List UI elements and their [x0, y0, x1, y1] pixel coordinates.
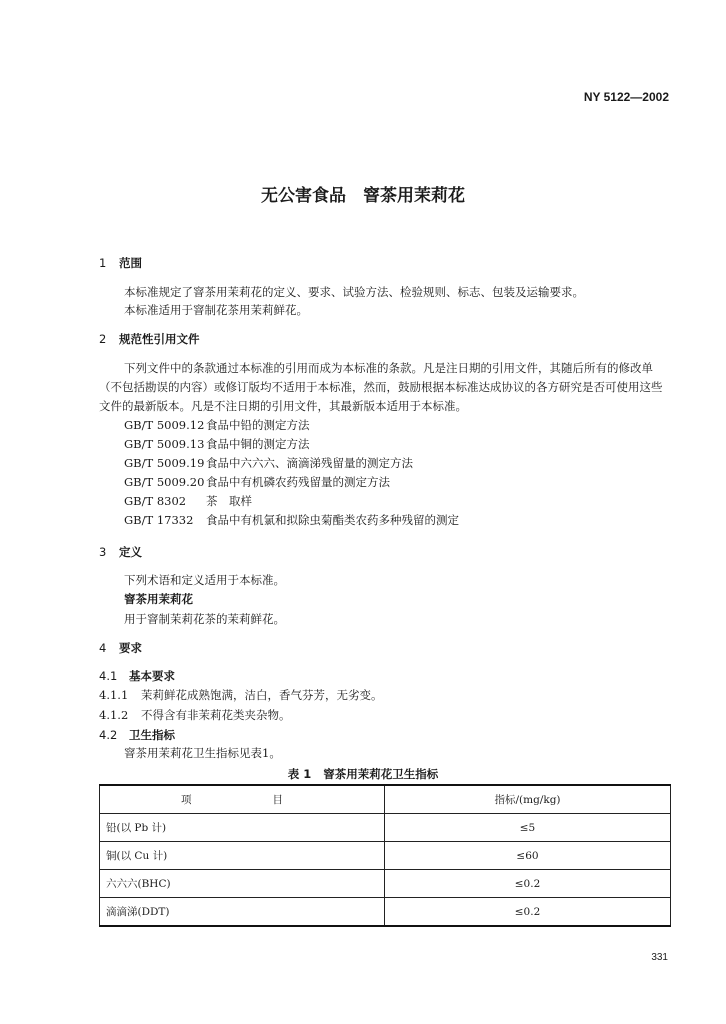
subsection-4-2-text: 窨茶用茉莉花卫生指标见表1。: [124, 746, 281, 760]
section-number: 2: [99, 332, 107, 346]
reference-title: 食品中铅的测定方法: [206, 418, 310, 432]
table-cell-limit: ≤0.2: [385, 870, 671, 898]
section-title: 定义: [119, 545, 142, 559]
section-number: 4: [99, 641, 107, 655]
reference-title: 食品中六六六、滴滴涕残留量的测定方法: [206, 456, 413, 470]
subsection-number: 4.1: [99, 669, 118, 683]
table-cell-limit: ≤60: [385, 842, 671, 870]
subsection-4-2-heading: [99, 727, 175, 743]
clause-4-1-2: [99, 706, 291, 725]
table-cell-item: 六六六(BHC): [100, 870, 385, 898]
clause-text: 不得含有非茉莉花类夹杂物。: [141, 708, 291, 722]
table-cell-item: 铜(以 Cu 计): [100, 842, 385, 870]
table-title: 窨茶用茉莉花卫生指标: [323, 767, 439, 781]
reference-code: GB/T 8302: [124, 494, 187, 508]
table-header-limit: 指标/(mg/kg): [385, 785, 671, 814]
table-row: [100, 898, 671, 927]
table-row: [100, 870, 671, 898]
section-1-heading: [99, 255, 142, 271]
clause-number: 4.1.1: [99, 688, 129, 702]
section-2-heading: [99, 331, 200, 347]
document-title: 无公害食品 窨茶用茉莉花: [261, 186, 465, 206]
section-title: 范围: [119, 256, 142, 270]
section-1-paragraph-2: 本标准适用于窨制花茶用茉莉鲜花。: [124, 303, 308, 317]
section-number: 3: [99, 545, 107, 559]
page-number: 331: [651, 952, 668, 963]
reference-title: 食品中铜的测定方法: [206, 437, 310, 451]
section-3-heading: [99, 544, 142, 560]
table-caption: [0, 766, 726, 782]
reference-item: [124, 511, 459, 530]
section-title: 要求: [119, 641, 142, 655]
reference-code: GB/T 5009.19: [124, 456, 205, 470]
section-number: 1: [99, 256, 107, 270]
reference-item: [124, 492, 252, 511]
table-row: [100, 814, 671, 842]
reference-title: 食品中有机磷农药残留量的测定方法: [206, 475, 390, 489]
reference-code: GB/T 5009.20: [124, 475, 205, 489]
term: 窨茶用茉莉花: [124, 592, 193, 606]
reference-code: GB/T 5009.12: [124, 418, 205, 432]
subsection-number: 4.2: [99, 728, 118, 742]
clause-4-1-1: [99, 686, 383, 705]
reference-item: [124, 454, 413, 473]
table-row: [100, 842, 671, 870]
section-2-intro-text: 下列文件中的条款通过本标准的引用而成为本标准的条款。凡是注日期的引用文件，其随后所有的修改单（不包括勘误的内容）或修订版均不适用于本标准，然而，鼓励根据本标准达成协议的各方研究是否可使用这些文件的最新版本。凡是不注日期的引用文件，其最新版本适用于本标准。: [99, 361, 663, 413]
reference-item: [124, 435, 310, 454]
table-number: 表 1: [287, 767, 312, 781]
table-header-row: [100, 785, 671, 814]
section-3-intro: 下列术语和定义适用于本标准。: [124, 573, 285, 587]
reference-code: GB/T 5009.13: [124, 437, 205, 451]
table-cell-item: 滴滴涕(DDT): [100, 898, 385, 927]
clause-number: 4.1.2: [99, 708, 129, 722]
reference-item: [124, 473, 390, 492]
table-cell-limit: ≤0.2: [385, 898, 671, 927]
subsection-title: 卫生指标: [129, 728, 175, 742]
reference-title: 食品中有机氯和拟除虫菊酯类农药多种残留的测定: [206, 513, 459, 527]
section-title: 规范性引用文件: [119, 332, 200, 346]
clause-text: 茉莉鲜花成熟饱满，洁白，香气芬芳，无劣变。: [141, 688, 383, 702]
reference-item: [124, 416, 310, 435]
hygiene-index-table: [99, 784, 671, 927]
table-cell-item: 铅(以 Pb 计): [100, 814, 385, 842]
standard-code: NY 5122—2002: [583, 90, 669, 104]
term-definition: 用于窨制茉莉花茶的茉莉鲜花。: [124, 612, 285, 626]
reference-title: 茶 取样: [206, 494, 252, 508]
section-4-heading: [99, 640, 142, 656]
subsection-4-1-heading: [99, 668, 175, 684]
reference-code: GB/T 17332: [124, 513, 194, 527]
table-cell-limit: ≤5: [385, 814, 671, 842]
section-1-paragraph-1: 本标准规定了窨茶用茉莉花的定义、要求、试验方法、检验规则、标志、包装及运输要求。: [124, 285, 584, 299]
subsection-title: 基本要求: [129, 669, 175, 683]
table-header-item: 项 目: [100, 785, 385, 814]
section-2-intro: [99, 359, 671, 416]
